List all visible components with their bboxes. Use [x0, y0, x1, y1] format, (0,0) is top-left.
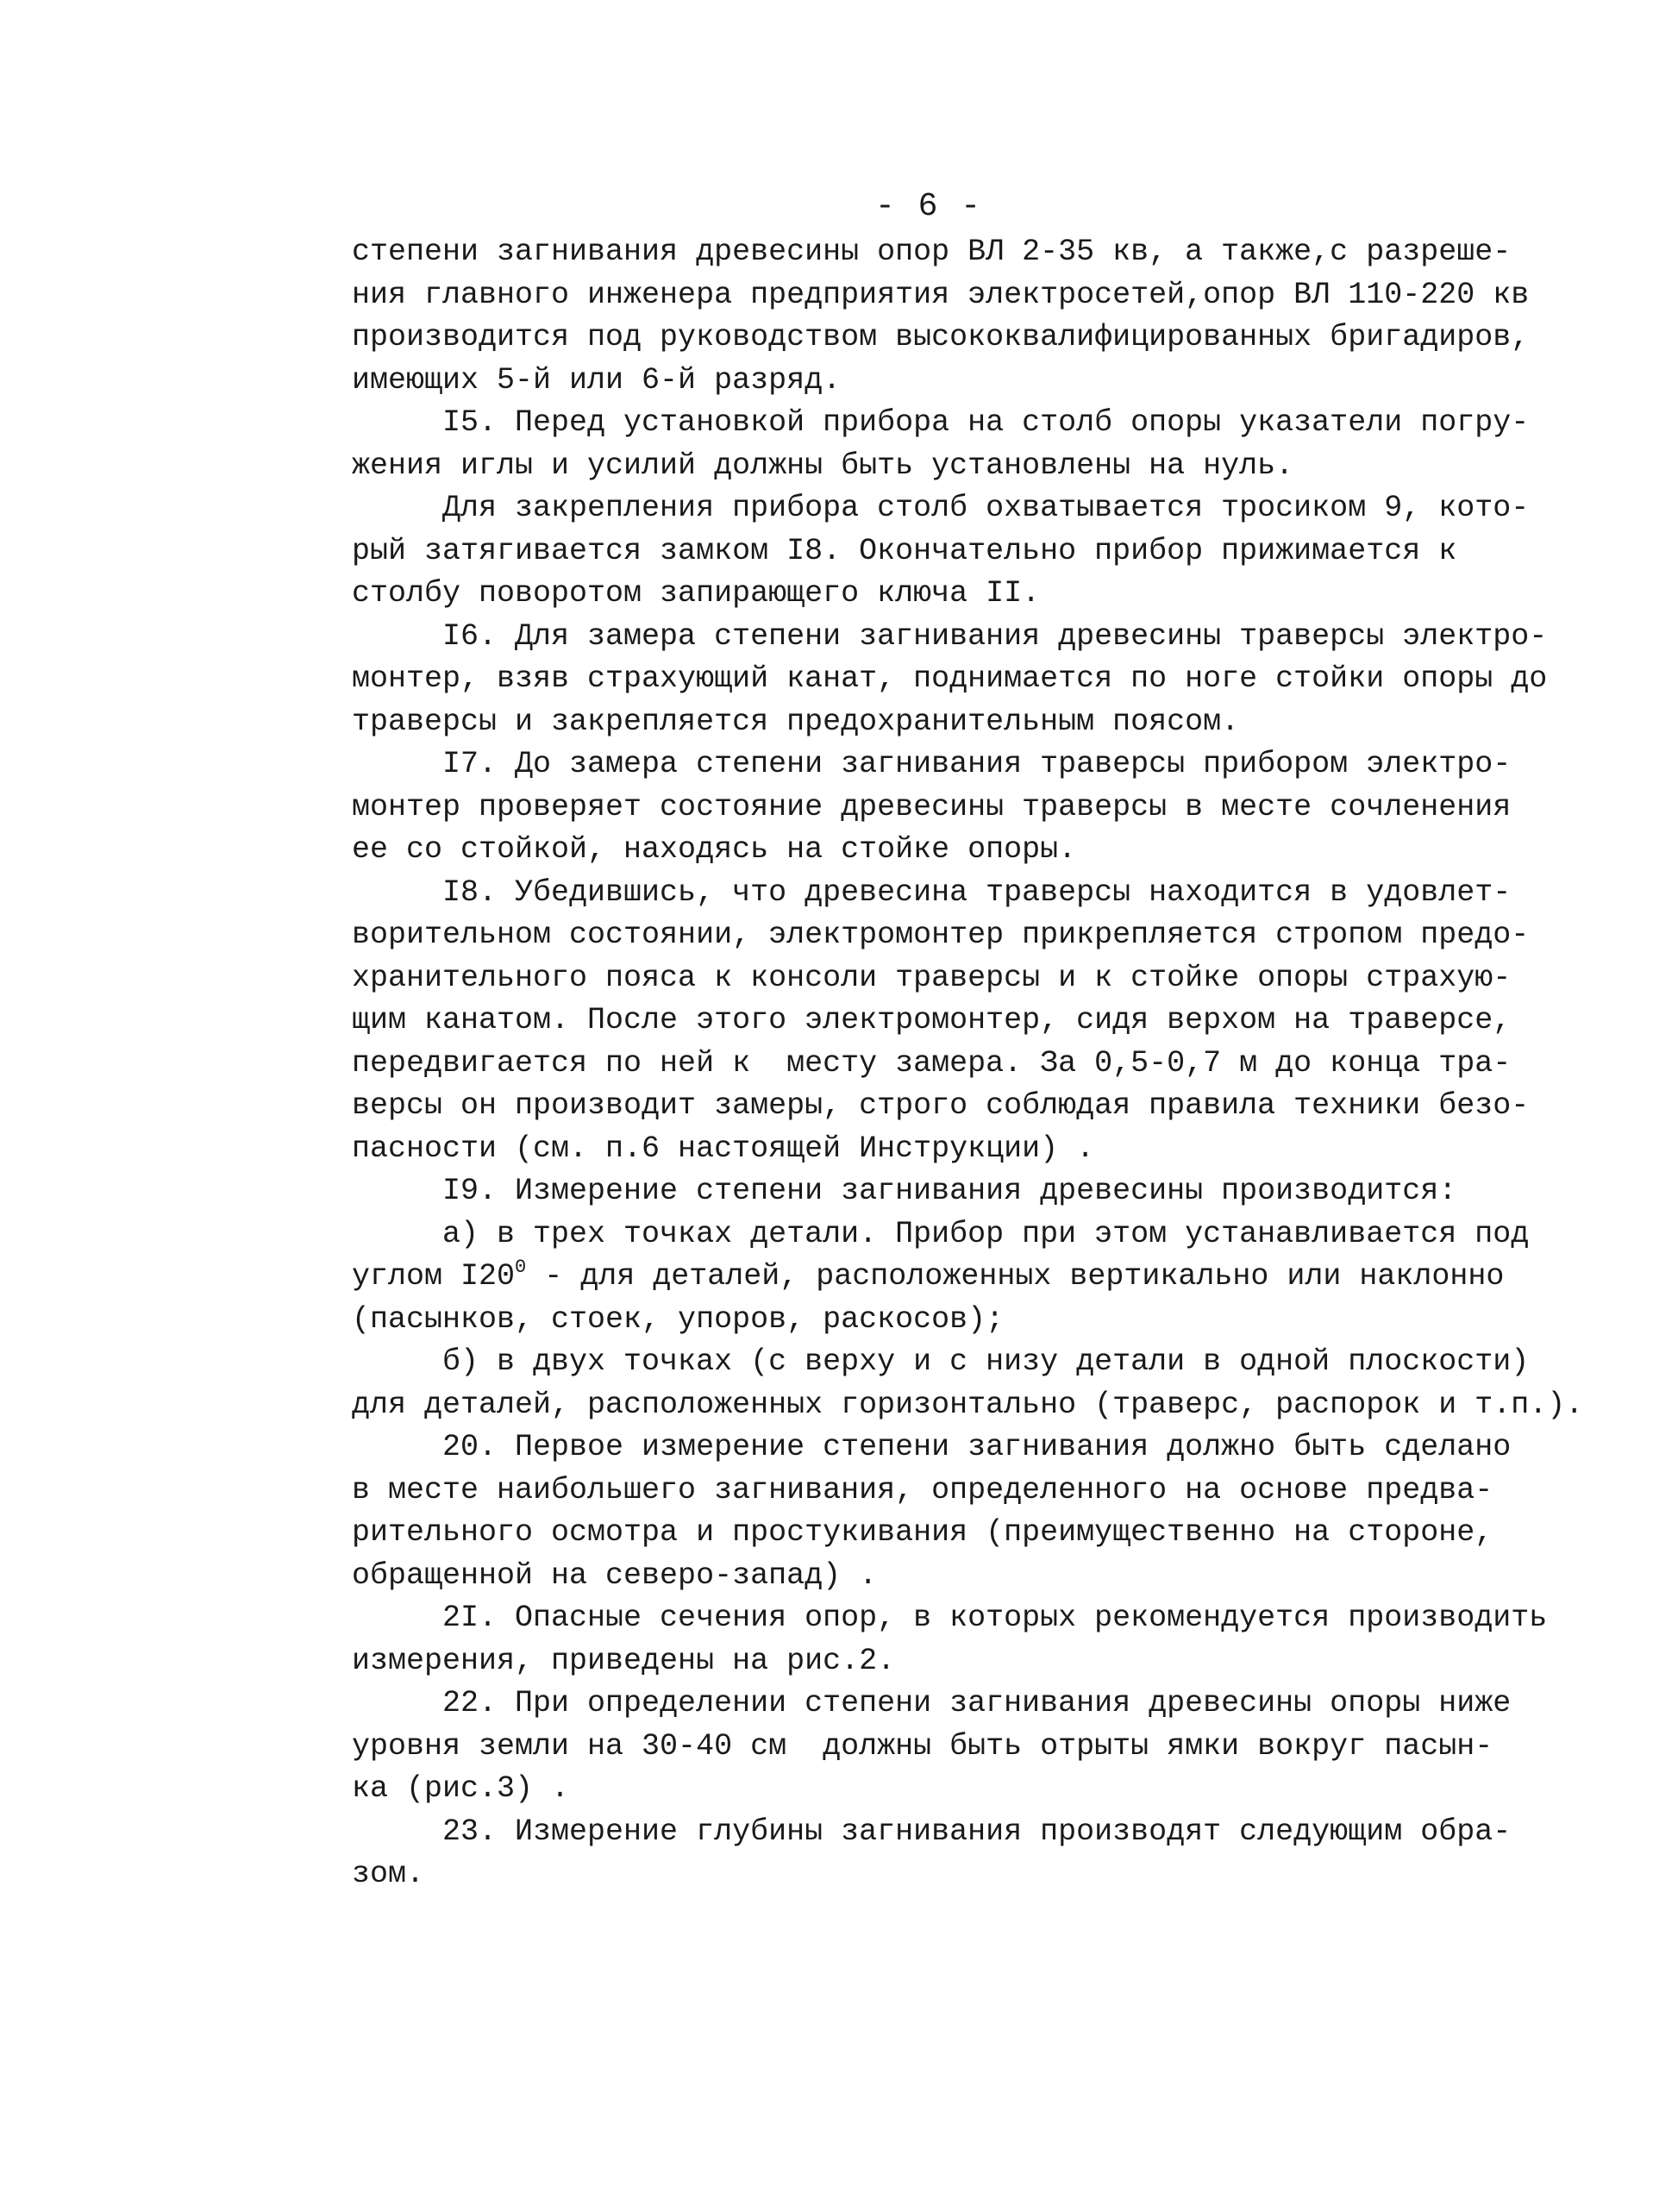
- text-line: монтер проверяет состояние древесины траверсы в месте сочленения: [352, 789, 1512, 824]
- text-line: 22. При определении степени загнивания древесины опоры ниже: [352, 1686, 1512, 1720]
- text-fragment: - для деталей, расположенных вертикально или наклонно: [526, 1259, 1505, 1294]
- text-line: 2I. Опасные сечения опор, в которых рекомендуется производить: [352, 1601, 1548, 1635]
- text-line: зом.: [352, 1857, 425, 1891]
- text-line: имеющих 5-й или 6-й разряд.: [352, 362, 842, 398]
- text-line: 23. Измерение глубины загнивания производят следующим обра-: [352, 1814, 1512, 1849]
- text-line: версы он производит замеры, строго соблюдая правила техники безо-: [352, 1088, 1530, 1123]
- text-line: хранительного пояса к консоли траверсы и к стойке опоры страхую-: [352, 960, 1512, 995]
- text-line: рый затягивается замком I8. Окончательно прибор прижимается к: [352, 533, 1457, 568]
- text-line: уровня земли на 30-40 см должны быть отрыты ямки вокруг пасын-: [352, 1728, 1493, 1764]
- text-line: [352, 1256, 1550, 1299]
- text-line: степени загнивания древесины опор ВЛ 2-35 кв, а также,с разреше-: [352, 235, 1512, 269]
- text-fragment: углом I20: [352, 1259, 516, 1294]
- text-line: I7. До замера степени загнивания траверсы прибором электро-: [352, 747, 1512, 781]
- text-line: I8. Убедившись, что древесина траверсы находится в удовлет-: [352, 874, 1512, 910]
- text-line: рительного осмотра и простукивания (преимущественно на стороне,: [352, 1515, 1493, 1550]
- text-line: траверсы и закрепляется предохранительным поясом.: [352, 704, 1240, 739]
- text-line: жения иглы и усилий должны быть установлены на нуль.: [352, 448, 1294, 483]
- text-line: передвигается по ней к месту замера. За 0,5-0,7 м до конца тра-: [352, 1045, 1512, 1081]
- text-line: 20. Первое измерение степени загнивания должно быть сделано: [352, 1430, 1512, 1464]
- degree-superscript: 0: [515, 1256, 527, 1278]
- text-line: пасности (см. п.6 настоящей Инструкции) .: [352, 1131, 1095, 1166]
- text-line: б) в двух точках (с верху и с низу детали в одной плоскости): [352, 1344, 1530, 1379]
- text-line: ка (рис.3) .: [352, 1771, 570, 1806]
- document-body: [352, 231, 1584, 1896]
- text-line: I6. Для замера степени загнивания древесины траверсы электро-: [352, 618, 1548, 654]
- text-line: для деталей, расположенных горизонтально (траверс, распорок и т.п.).: [352, 1387, 1584, 1422]
- text-line: а) в трех точках детали. Прибор при этом устанавливается под: [352, 1216, 1530, 1251]
- text-line: столбу поворотом запирающего ключа II.: [352, 576, 1041, 611]
- text-line: I5. Перед установкой прибора на столб опоры указатели погру-: [352, 405, 1530, 440]
- text-line: измерения, приведены на рис.2.: [352, 1643, 896, 1678]
- page-number: - 6 -: [875, 188, 983, 225]
- text-line: в месте наибольшего загнивания, определенного на основе предва-: [352, 1472, 1493, 1507]
- text-line: (пасынков, стоек, упоров, раскосов);: [352, 1301, 1005, 1337]
- text-line: ворительном состоянии, электромонтер прикрепляется стропом предо-: [352, 918, 1530, 952]
- text-line: Для закрепления прибора столб охватывается тросиком 9, кото-: [352, 491, 1530, 525]
- text-line: щим канатом. После этого электромонтер, сидя верхом на траверсе,: [352, 1003, 1512, 1037]
- text-line: обращенной на северо-запад) .: [352, 1557, 878, 1593]
- text-line: ее со стойкой, находясь на стойке опоры.: [352, 832, 1077, 867]
- text-line: производится под руководством высококвалифицированных бригадиров,: [352, 320, 1530, 354]
- text-line: монтер, взяв страхующий канат, поднимается по ноге стойки опоры до: [352, 661, 1548, 696]
- text-line: ния главного инженера предприятия электросетей,опор ВЛ 110-220 кв: [352, 277, 1530, 312]
- text-line: I9. Измерение степени загнивания древесины производится:: [352, 1174, 1457, 1208]
